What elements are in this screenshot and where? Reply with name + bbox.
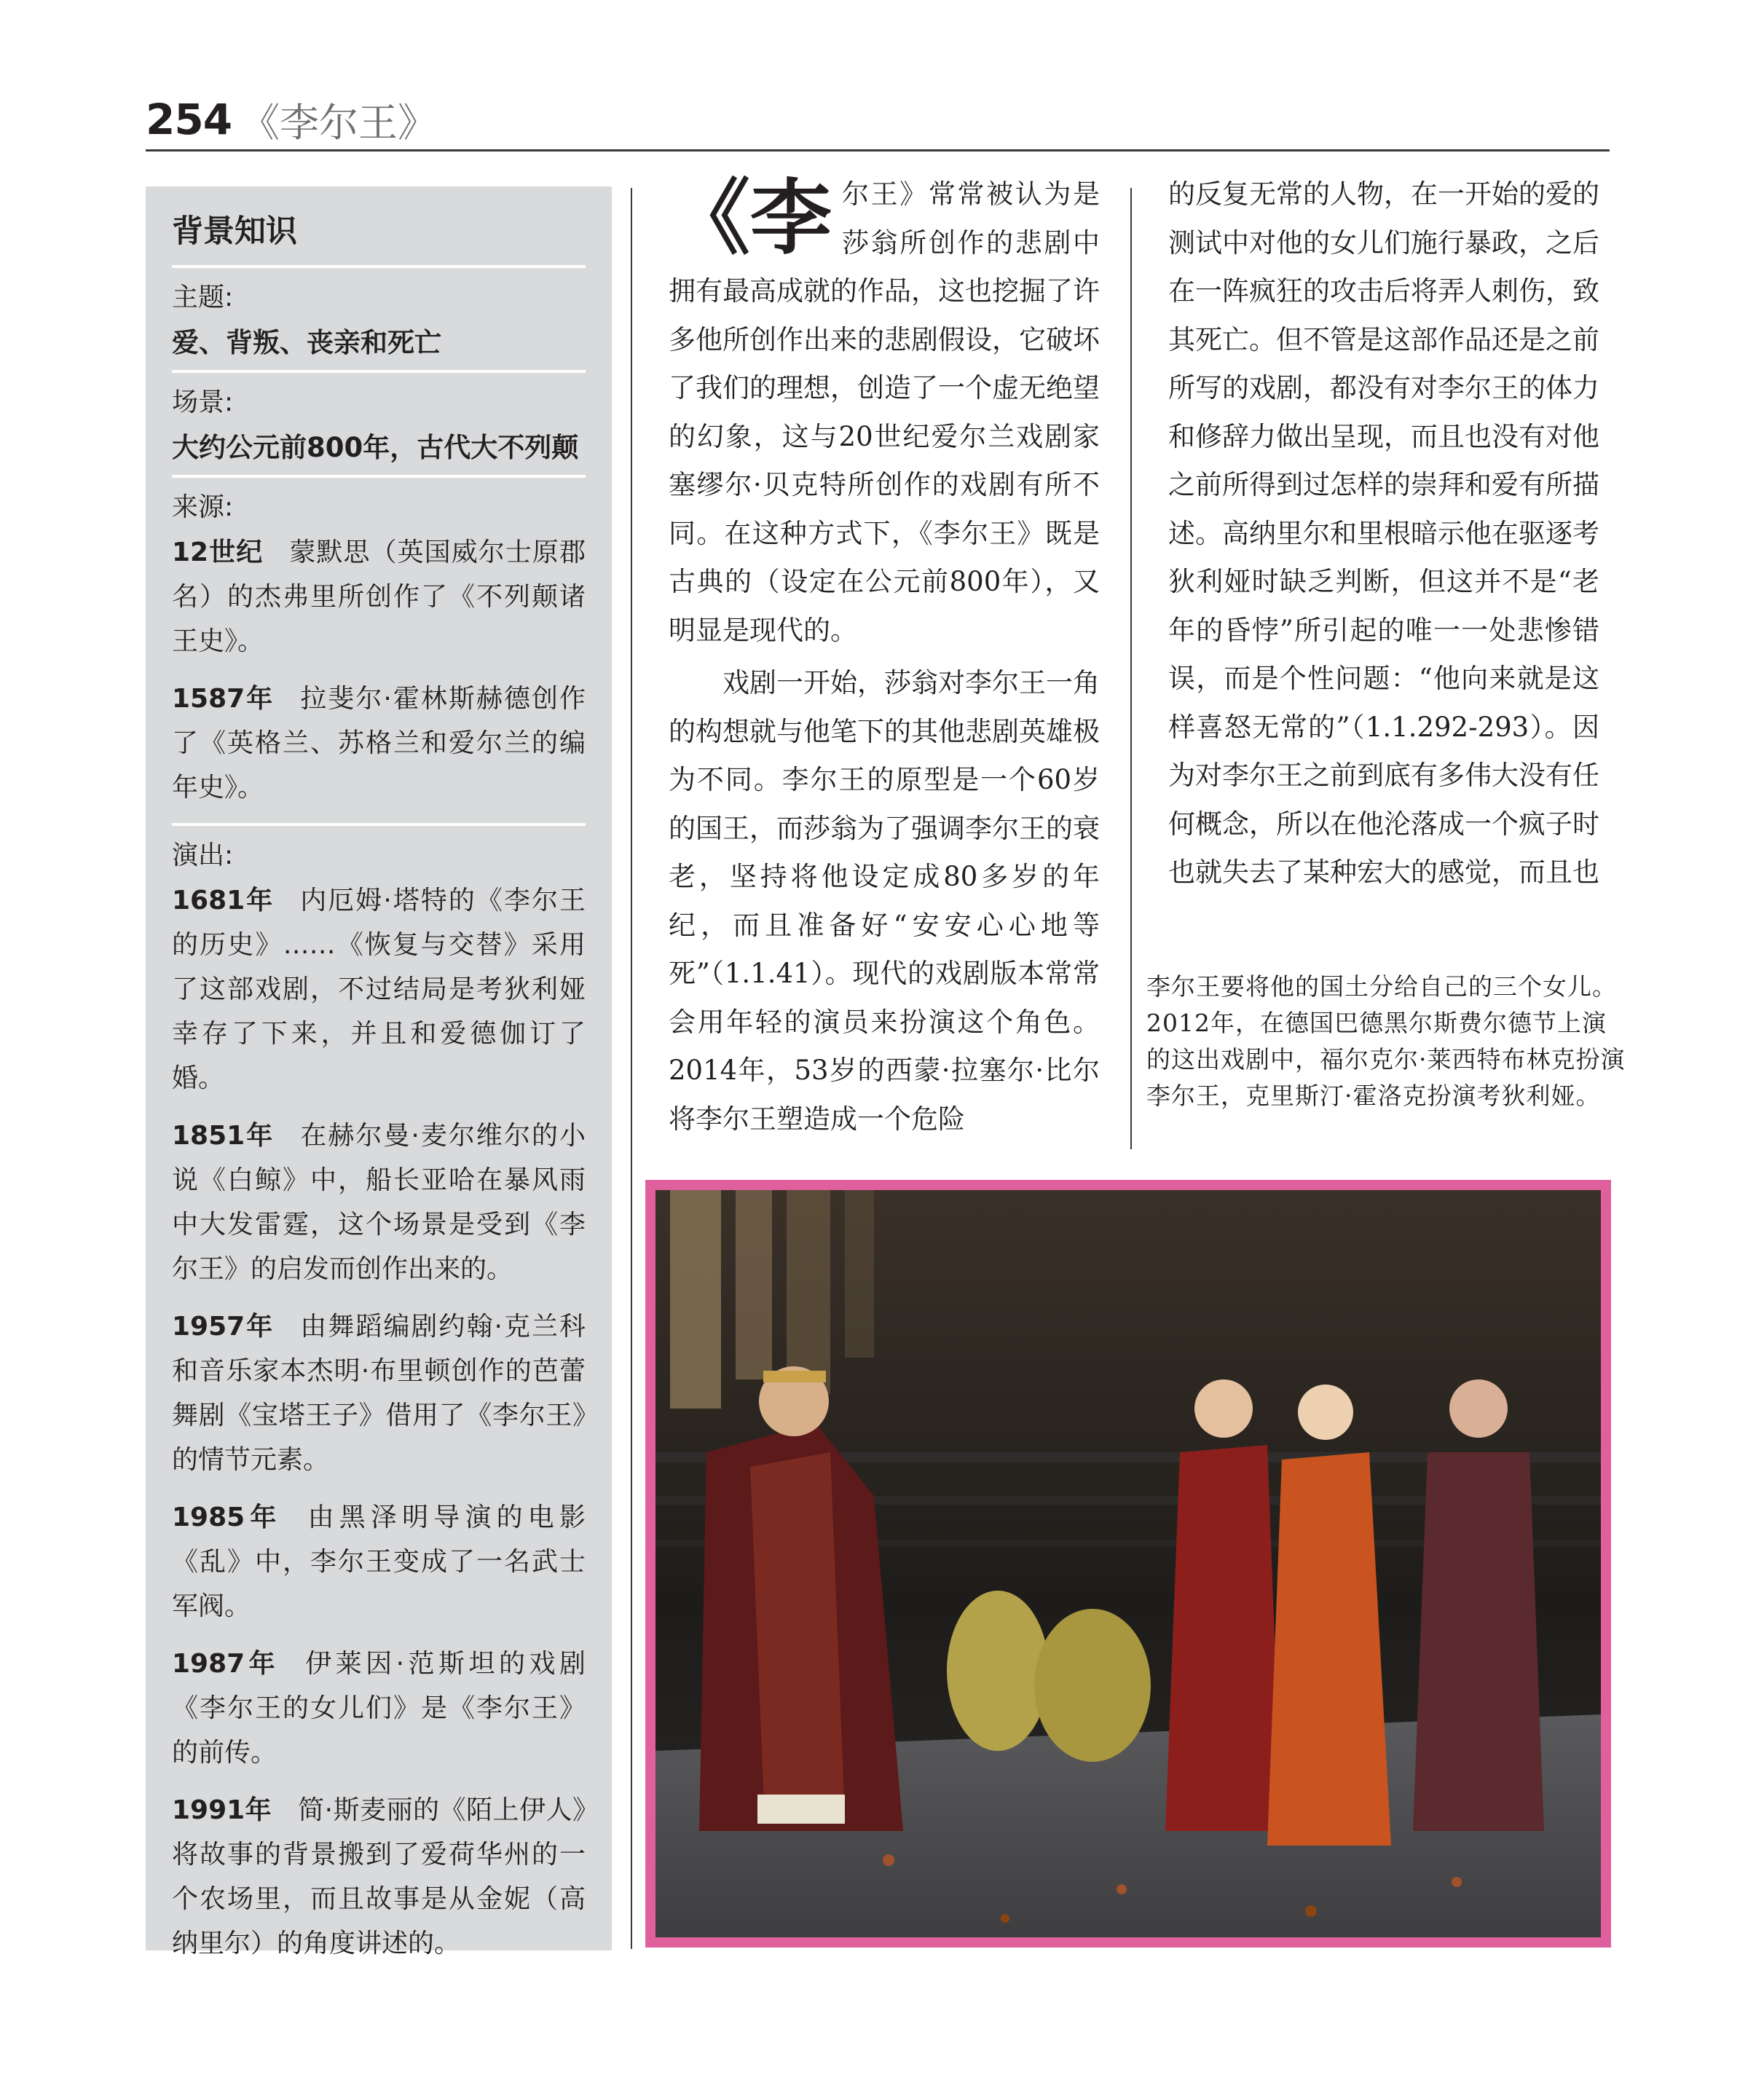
performance-entry: [172, 1114, 586, 1291]
sidebar-divider: [172, 475, 586, 478]
stage-photo-frame: [645, 1180, 1611, 1948]
paragraph-text: 尔王》常常被认为是莎翁所创作的悲剧中拥有最高成就的作品，这也挖掘了许多他所创作出来的悲剧假设，它破坏了我们的理想，创造了一个虚无绝望的幻象，这与20世纪爱尔兰戏剧家塞缪尔·贝克特所创作的戏剧有所不同。在这种方式下，《李尔王》既是古典的（设定在公元前800年），又明显是现代的。: [669, 178, 1100, 646]
article-paragraph: 的反复无常的人物，在一开始的爱的测试中对他的女儿们施行暴政，之后在一阵疯狂的攻击后将弄人刺伤，致其死亡。但不管是这部作品还是之前所写的戏剧，都没有对李尔王的体力和修辞力做出呈现，而且也没有对他之前所得到过怎样的崇拜和爱有所描述。高纳里尔和里根暗示他在驱逐考狄利娅时缺乏判断，但这并不是“老年的昏悖”所引起的唯一一处悲惨错误，而是个性问题：“他向来就是这样喜怒无常的”（1.1.292-293）。因为对李尔王之前到底有多伟大没有任何概念，所以在他沦落成一个疯子时也就失去了某种宏大的感觉，而且也: [1168, 178, 1599, 888]
drop-cap: 《李: [669, 171, 832, 266]
performance-year: 1991年: [172, 1795, 272, 1825]
theme-value: 爱、背叛、丧亲和死亡: [172, 327, 441, 358]
source-year: 1587年: [172, 684, 275, 714]
setting-label: 场景:: [172, 387, 234, 417]
source-entry: [172, 530, 586, 663]
performance-entry: [172, 1788, 586, 1966]
performance-year: 1987年: [172, 1649, 280, 1679]
performance-text: 由黑泽明导演的电影《乱》中，李尔王变成了一名武士军阀。: [172, 1503, 586, 1621]
performance-entry: [172, 1495, 586, 1629]
background-sidebar: [146, 186, 612, 1958]
sidebar-divider: [172, 823, 586, 826]
source-text: 蒙默思（英国威尔士原郡名）的杰弗里所创作了《不列颠诸王史》。: [172, 537, 586, 656]
sources-label: 来源:: [172, 492, 234, 522]
source-entry: [172, 677, 586, 810]
page-number: 254: [146, 95, 232, 144]
performance-text: 简·斯麦丽的《陌上伊人》将故事的背景搬到了爱荷华州的一个农场里，而且故事是从金妮（高纳里尔）的角度讲述的。: [172, 1795, 586, 1958]
performance-year: 1851年: [172, 1121, 275, 1151]
column-rule: [631, 188, 632, 1949]
photo-caption: 李尔王要将他的国土分给自己的三个女儿。2012年，在德国巴德黑尔斯费尔德节上演的这出戏剧中，福尔克尔·莱西特布林克扮演李尔王，克里斯汀·霍洛克扮演考狄利娅。: [1146, 972, 1626, 1110]
article-column-2: [1168, 170, 1599, 897]
column-rule: [1130, 188, 1132, 1149]
theme-label: 主题:: [172, 283, 234, 312]
running-title: 《李尔王》: [240, 100, 437, 146]
stage-photo: [655, 1190, 1601, 1937]
performance-entry: [172, 1642, 586, 1775]
source-year: 12世纪: [172, 537, 264, 567]
performance-year: 1957年: [172, 1312, 275, 1342]
performance-text: 内厄姆·塔特的《李尔王的历史》……《恢复与交替》采用了这部戏剧，不过结局是考狄利娅幸存了下来，并且和爱德伽订了婚。: [172, 886, 586, 1093]
performance-year: 1985年: [172, 1503, 282, 1532]
performance-text: 在赫尔曼·麦尔维尔的小说《白鲸》中，船长亚哈在暴风雨中大发雷霆，这个场景是受到《李尔王》的启发而创作出来的。: [172, 1121, 586, 1284]
source-text: 拉斐尔·霍林斯赫德创作了《英格兰、苏格兰和爱尔兰的编年史》。: [172, 684, 586, 803]
sidebar-divider: [172, 370, 586, 373]
article-column-1: [669, 170, 1100, 1143]
article-paragraph: [669, 170, 1100, 655]
performance-entry: [172, 878, 586, 1100]
page-header: [146, 86, 1610, 151]
article-paragraph: 戏剧一开始，莎翁对李尔王一角的构想就与他笔下的其他悲剧英雄极为不同。李尔王的原型是一个60岁的国王，而莎翁为了强调李尔王的衰老，坚持将他设定成80多岁的年纪，而且准备好“安安心心地等死”（1.1.41）。现代的戏剧版本常常会用年轻的演员来扮演这个角色。2014年，53岁的西蒙·拉塞尔·比尔将李尔王塑造成一个危险: [669, 667, 1100, 1135]
performance-entry: [172, 1304, 586, 1482]
performance-text: 伊莱因·范斯坦的戏剧《李尔王的女儿们》是《李尔王》的前传。: [172, 1649, 586, 1768]
performance-text: 由舞蹈编剧约翰·克兰科和音乐家本杰明·布里顿创作的芭蕾舞剧《宝塔王子》借用了《李尔王》的情节元素。: [172, 1312, 586, 1475]
setting-value: 大约公元前800年，古代大不列颠: [172, 432, 579, 463]
performance-year: 1681年: [172, 886, 275, 915]
sidebar-title: 背景知识: [172, 213, 297, 250]
sidebar-divider: [172, 265, 586, 268]
performances-label: 演出:: [172, 840, 234, 870]
